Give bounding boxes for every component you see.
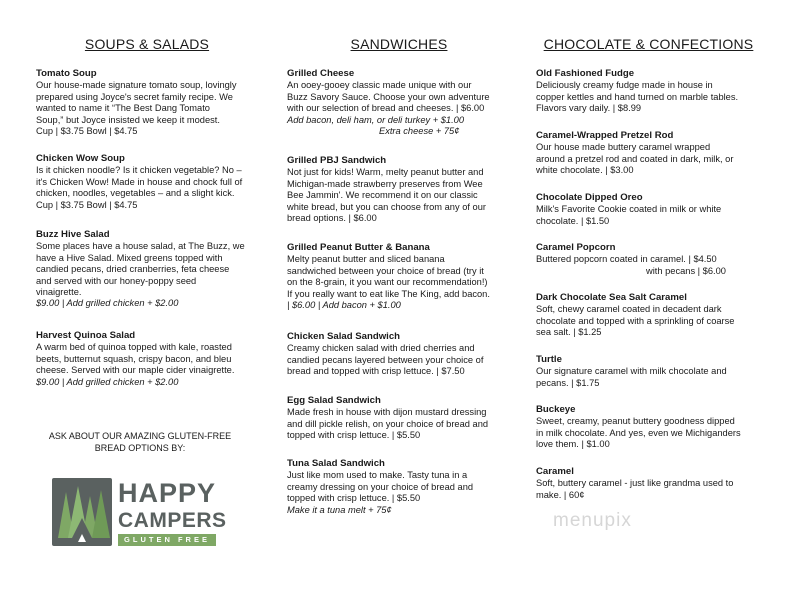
item-desc-line: Soft, buttery caramel - just like grandma used to [536,478,734,489]
item-price: Cup | $3.75 Bowl | $4.75 [36,199,138,210]
item-desc-line: Soup,” but Joyce insisted we keep it modest. [36,114,220,125]
item-name: Egg Salad Sandwich [287,395,381,406]
item-name: Caramel-Wrapped Pretzel Rod [536,130,674,141]
item-desc-line: A warm bed of quinoa topped with kale, roasted [36,342,232,353]
logo-word-happy: HAPPY [118,478,217,508]
item-desc-line: Soft, chewy caramel coated in decadent dark [536,304,722,315]
item-desc-line: Our house-made signature tomato soup, lovingly [36,80,237,91]
item-name: Chocolate Dipped Oreo [536,192,643,203]
sandwiches-column [287,0,511,603]
item-desc-line: Melty peanut butter and sliced banana [287,254,445,265]
gluten-free-note-line: BREAD OPTIONS BY: [94,443,186,453]
item-name: Grilled Cheese [287,68,355,79]
item-desc-line: Made fresh in house with dijon mustard dressing [287,407,487,418]
menu-item [36,330,258,388]
item-desc-line: Bee Jammin'. We recommend it on our classic [287,190,478,201]
item-desc-line: Just like mom used to make. Tasty tuna in a [287,470,468,481]
item-price: love them. | $1.00 [536,439,610,450]
item-name: Caramel Popcorn [536,242,616,253]
logo-tagline-badge [118,534,216,546]
item-desc-line: with our selection of bread and cheeses. | $6.00 [287,103,485,114]
menu-item [536,466,761,501]
logo-tagline: GLUTEN FREE [124,535,210,544]
sandwiches-heading: SANDWICHES [350,36,448,52]
item-price: pecans. | $1.75 [536,377,600,388]
gluten-free-note-line: ASK ABOUT OUR AMAZING GLUTEN-FREE [48,431,232,441]
item-desc-line: Sweet, creamy, peanut buttery goodness dipped [536,416,735,427]
menu-item [287,68,511,137]
item-desc-line: copper kettles and hand turned on marble tables. [536,91,739,102]
item-name: Turtle [536,354,562,365]
item-desc-line: Creamy chicken salad with dried cherries and [287,343,475,354]
menu-item [536,242,761,277]
item-desc-line: Buttered popcorn coated in caramel. | $4.50 [536,254,717,265]
happy-campers-logo [52,478,227,546]
item-name: Tuna Salad Sandwich [287,458,385,469]
menu-item [36,68,258,137]
menu-item [287,395,511,442]
item-desc-line: Some places have a house salad, at The Buzz, we [36,241,245,252]
item-desc-line: Michigan-made strawberry preserves from Wee [287,178,483,189]
item-price-addon: $9.00 | Add grilled chicken + $2.00 [36,298,179,309]
menu-item [287,155,511,224]
item-desc-line: candied pecans layered between your choice of [287,354,484,365]
item-name: Dark Chocolate Sea Salt Caramel [536,292,687,303]
item-price: topped with crisp lettuce. | $5.50 [287,430,421,441]
menupix-watermark: menupix [553,510,632,531]
item-desc-line: cheese. Served with our maple cider vinaigrette. [36,365,235,376]
item-addon: Make it a tuna melt + 75¢ [287,504,392,515]
menu-item [36,229,258,310]
soups-salads-heading: SOUPS & SALADS [84,36,210,52]
item-price: Flavors vary daily. | $8.99 [536,103,642,114]
menu-item [36,153,258,211]
item-desc-line: Buzz Savory Sauce. Choose your own adventure [287,91,490,102]
item-desc-line: vinaigrette. [36,287,82,298]
item-name: Grilled Peanut Butter & Banana [287,242,430,253]
item-name: Tomato Soup [36,68,97,79]
menu-item [536,404,761,451]
item-desc-line: and served with our honey-poppy seed [36,275,197,286]
item-desc-line: white bread, but you can choose from any of our [287,201,486,212]
item-price: make. | 60¢ [536,489,585,500]
item-desc-line: Is it chicken noodle? Is it chicken vegetable? No – [36,165,242,176]
item-price-addon: | $6.00 | Add bacon + $1.00 [287,300,401,311]
item-desc-line: around a pretzel rod and coated in dark, milk, or [536,153,734,164]
item-desc-line: it's Chicken Wow! Made in house and chock full of [36,176,243,187]
item-desc-line: sandwiched between your choice of bread (try it [287,265,484,276]
menu-item [536,192,761,227]
gluten-free-note [40,430,240,454]
item-desc-line: and dill pickle relish, on your choice of bread and [287,418,489,429]
item-price: bread and topped with crisp lettuce. | $7.50 [287,366,465,377]
item-price: bread options. | $6.00 [287,213,377,224]
item-price-addon: $9.00 | Add grilled chicken + $2.00 [36,376,179,387]
item-name: Grilled PBJ Sandwich [287,155,387,166]
item-desc-line: on the 8-grain, it you want our recommendation!) [287,277,488,288]
menu-item [536,354,761,389]
item-name: Old Fashioned Fudge [536,68,635,79]
pine-forest-icon [52,478,112,546]
item-price: with pecans | $6.00 [646,265,726,276]
item-desc-line: An ooey-gooey classic made unique with our [287,80,472,91]
item-desc-line: chicken, noodles, vegetables – and a slight kick. [36,188,235,199]
item-name: Buzz Hive Salad [36,229,110,240]
item-price: topped with crisp lettuce. | $5.50 [287,493,421,504]
menu-item [287,331,511,378]
item-addon: Extra cheese + 75¢ [379,126,460,137]
menu-item [536,130,761,177]
menu-item [536,68,761,115]
item-price: chocolate. | $1.50 [536,215,610,226]
menu-item [287,458,511,516]
item-desc-line: prepared using Joyce's secret family recipe. We [36,91,233,102]
item-desc-line: in milk chocolate. And yes, even we Michiganders [536,427,741,438]
item-desc-line: If you really want to eat like The King, add bacon. [287,288,490,299]
item-price: sea salt. | $1.25 [536,327,602,338]
menu-item [287,242,511,311]
logo-word-campers: CAMPERS [118,509,227,532]
item-desc-line: creamy dressing on your choice of bread and [287,481,474,492]
item-desc-line: Our house made buttery caramel wrapped [536,142,711,153]
item-name: Caramel [536,466,574,477]
item-desc-line: Our signature caramel with milk chocolate and [536,366,727,377]
item-desc-line: have a Hive Salad. Mixed greens topped with [36,252,223,263]
item-name: Buckeye [536,404,576,415]
item-name: Chicken Wow Soup [36,153,125,164]
item-desc-line: Milk's Favorite Cookie coated in milk or white [536,204,722,215]
item-desc-line: chocolate and topped with a sprinkling of coarse [536,315,735,326]
item-name: Chicken Salad Sandwich [287,331,401,342]
confections-heading: CHOCOLATE & CONFECTIONS [543,36,754,52]
item-desc-line: wanted to name it “The Best Dang Tomato [36,103,210,114]
item-desc-line: beets, butternut squash, crispy bacon, and bleu [36,353,232,364]
item-name: Harvest Quinoa Salad [36,330,136,341]
item-price: white chocolate. | $3.00 [536,165,634,176]
item-desc-line: Not just for kids! Warm, melty peanut butter and [287,167,484,178]
item-desc-line: Deliciously creamy fudge made in house in [536,80,713,91]
item-price: Cup | $3.75 Bowl | $4.75 [36,126,138,137]
menu-item [536,292,761,339]
item-desc-line: candied pecans, dried cranberries, feta cheese [36,264,230,275]
item-addon: Add bacon, deli ham, or deli turkey + $1.00 [287,114,465,125]
